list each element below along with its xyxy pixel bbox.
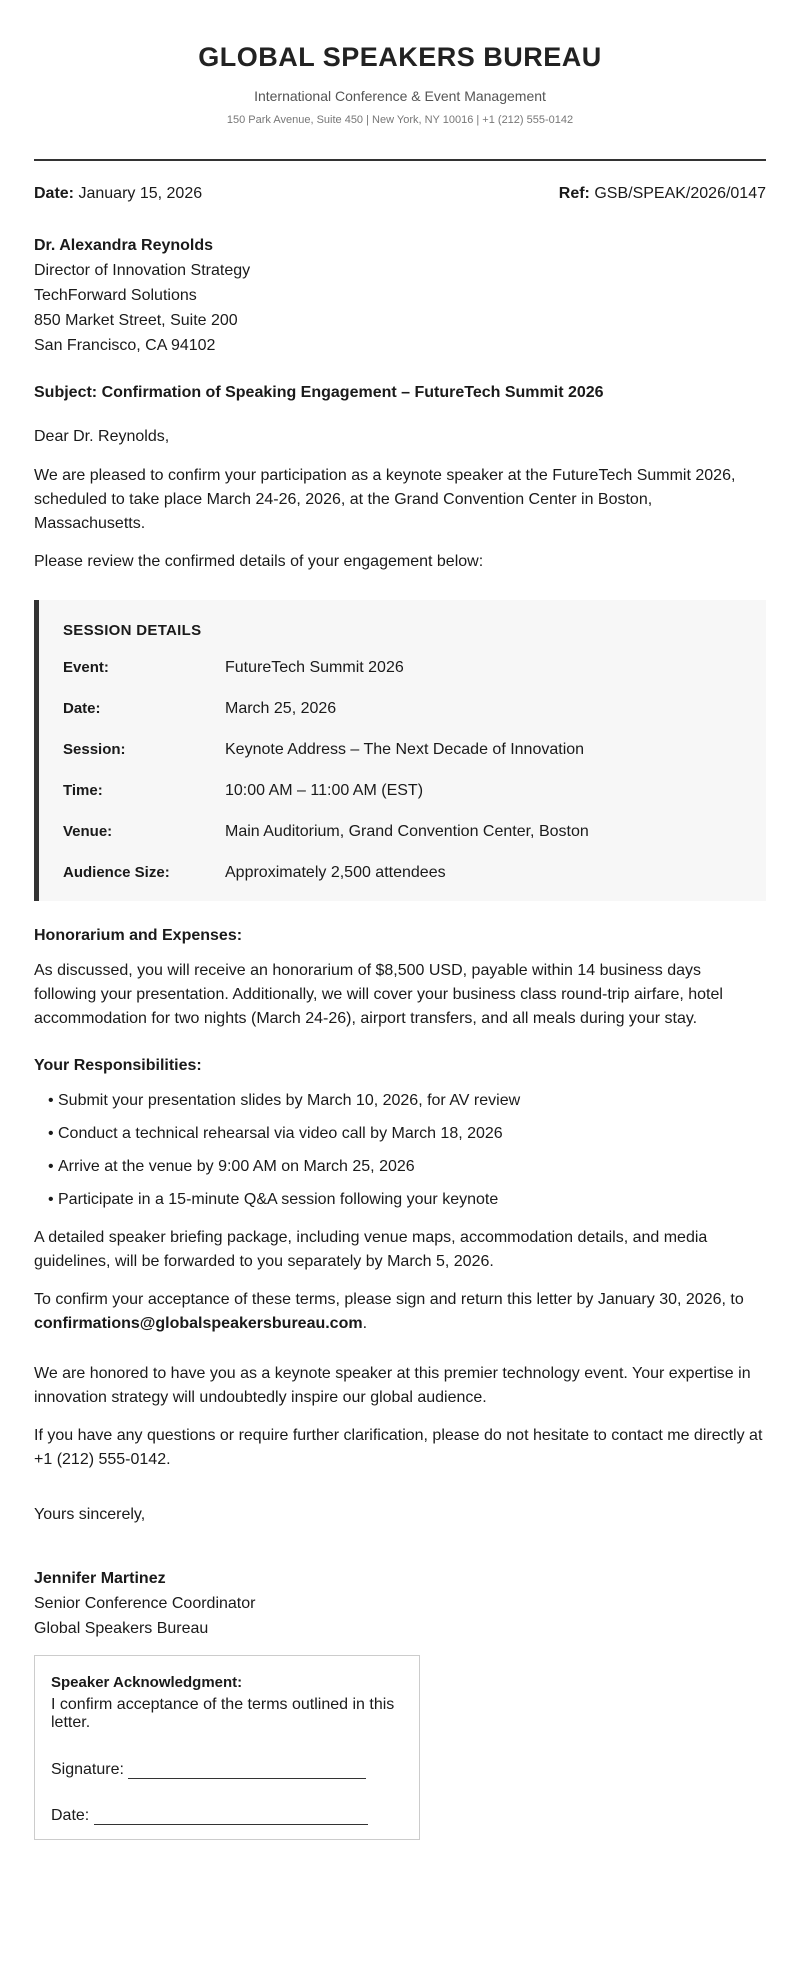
list-item (48, 1155, 766, 1179)
closing: Yours sincerely, (34, 1506, 146, 1523)
honorarium-heading: Honorarium and Expenses: (34, 927, 243, 944)
list-item (48, 1089, 766, 1113)
responsibilities-heading: Your Responsibilities: (34, 1057, 202, 1074)
acknowledgment-box (34, 1655, 420, 1840)
acknowledgment-title: Speaker Acknowledgment: (51, 1674, 243, 1691)
detail-label: Venue: (63, 823, 113, 840)
ack-date-label: Date: (51, 1807, 90, 1824)
confirm-text: To confirm your acceptance of these terms, please sign and return this letter by January 30, 2026, to (34, 1291, 744, 1308)
bullet-icon: • (48, 1125, 54, 1142)
confirm-suffix: . (362, 1315, 368, 1332)
date-label: Date: (34, 185, 75, 202)
letterhead (34, 40, 766, 126)
list-item-text: Arrive at the venue by 9:00 AM on March 25, 2026 (58, 1158, 415, 1175)
ref-label: Ref: (558, 185, 590, 202)
detail-value: Approximately 2,500 attendees (225, 864, 446, 881)
signature-field (51, 1761, 403, 1779)
list-item-text: Conduct a technical rehearsal via video call by March 18, 2026 (58, 1125, 503, 1142)
acknowledgment-text: I confirm acceptance of the terms outlined in this letter. (51, 1696, 395, 1731)
detail-row-time (63, 779, 742, 803)
detail-value: Keynote Address – The Next Decade of Innovation (225, 741, 585, 758)
detail-row-venue (63, 820, 742, 844)
signature-label: Signature: (51, 1761, 124, 1778)
detail-row-event (63, 656, 742, 680)
signature-line[interactable] (128, 1764, 366, 1779)
recipient-name: Dr. Alexandra Reynolds (34, 237, 214, 254)
detail-label: Audience Size: (63, 864, 170, 881)
recipient-city: San Francisco, CA 94102 (34, 337, 216, 354)
list-item (48, 1188, 766, 1212)
recipient-street: 850 Market Street, Suite 200 (34, 312, 238, 329)
detail-value: March 25, 2026 (225, 700, 337, 717)
detail-value: 10:00 AM – 11:00 AM (EST) (225, 782, 424, 799)
honorarium-paragraph: As discussed, you will receive an honorarium of $8,500 USD, payable within 14 business days following your presentation. Additionally, we will cover your business class round-trip airfare, hotel accommodation for two nights (March 24-26), airport transfers, and all meals during your stay. (34, 962, 723, 1027)
detail-label: Session: (63, 741, 126, 758)
detail-label: Date: (63, 700, 101, 717)
ack-date-field (51, 1807, 403, 1825)
detail-row-audience (63, 861, 742, 885)
confirm-paragraph (34, 1288, 766, 1336)
date-value: January 15, 2026 (78, 185, 203, 202)
responsibilities-list (48, 1089, 766, 1212)
session-details-box (34, 600, 766, 901)
detail-row-date (63, 697, 742, 721)
questions-paragraph: If you have any questions or require further clarification, please do not hesitate to contact me directly at +1 (212) 555-0142. (34, 1427, 763, 1468)
org-tagline: International Conference & Event Management (254, 88, 546, 104)
confirm-email[interactable]: confirmations@globalspeakersbureau.com (34, 1315, 363, 1332)
letter-reference (559, 185, 766, 203)
signer-block (34, 1566, 766, 1641)
org-name: GLOBAL SPEAKERS BUREAU (198, 42, 602, 72)
review-paragraph: Please review the confirmed details of your engagement below: (34, 553, 484, 570)
date-line[interactable] (94, 1810, 368, 1825)
header-divider (34, 159, 766, 161)
recipient-block (34, 233, 766, 358)
detail-label: Event: (63, 659, 109, 676)
bullet-icon: • (48, 1191, 54, 1208)
detail-row-session (63, 738, 742, 762)
list-item (48, 1122, 766, 1146)
signer-name: Jennifer Martinez (34, 1570, 166, 1587)
recipient-title: Director of Innovation Strategy (34, 262, 251, 279)
signer-org: Global Speakers Bureau (34, 1620, 209, 1637)
list-item-text: Participate in a 15-minute Q&A session following your keynote (58, 1191, 499, 1208)
detail-value: FutureTech Summit 2026 (225, 659, 404, 676)
signer-title: Senior Conference Coordinator (34, 1595, 256, 1612)
session-details-title: SESSION DETAILS (63, 622, 202, 639)
salutation: Dear Dr. Reynolds, (34, 428, 170, 445)
bullet-icon: • (48, 1092, 54, 1109)
org-address: 150 Park Avenue, Suite 450 | New York, NY 10016 | +1 (212) 555-0142 (226, 114, 574, 126)
list-item-text: Submit your presentation slides by March 10, 2026, for AV review (58, 1092, 521, 1109)
intro-paragraph: We are pleased to confirm your participation as a keynote speaker at the FutureTech Summit 2026, scheduled to take place March 24-26, 2026, at the Grand Convention Center in Boston, Massachusetts. (34, 467, 736, 532)
detail-label: Time: (63, 782, 103, 799)
briefing-paragraph: A detailed speaker briefing package, including venue maps, accommodation details, and media guidelines, will be forwarded to you separately by March 5, 2026. (34, 1229, 708, 1270)
bullet-icon: • (48, 1158, 54, 1175)
detail-value: Main Auditorium, Grand Convention Center, Boston (225, 823, 589, 840)
ref-value: GSB/SPEAK/2026/0147 (594, 185, 766, 202)
subject-line: Subject: Confirmation of Speaking Engagement – FutureTech Summit 2026 (34, 384, 604, 401)
letter-meta (34, 185, 766, 203)
recipient-company: TechForward Solutions (34, 287, 197, 304)
honored-paragraph: We are honored to have you as a keynote speaker at this premier technology event. Your expertise in innovation strategy will undoubtedly inspire our global audience. (34, 1365, 751, 1406)
letter-date (34, 185, 202, 203)
